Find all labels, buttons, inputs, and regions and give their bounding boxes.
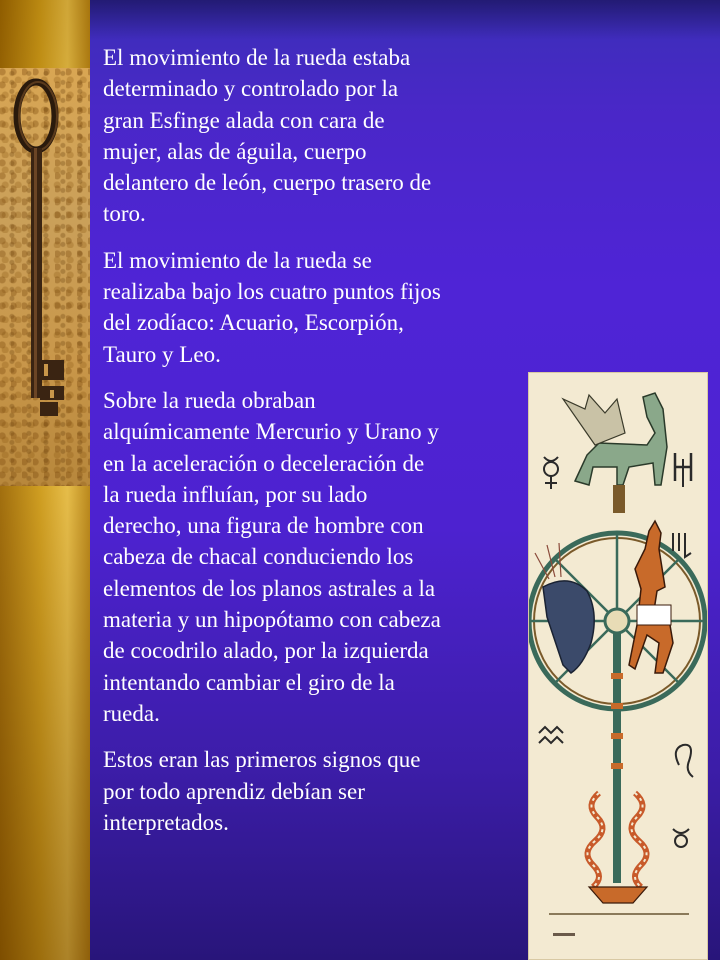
text-line: delantero de león, cuerpo trasero de <box>103 170 432 196</box>
text-line: de cocodrilo alado, por la izquierda <box>103 638 429 664</box>
text-line: en la aceleración o deceleración de <box>103 450 425 476</box>
text-line: del zodíaco: Acuario, Escorpión, <box>103 310 404 336</box>
text-line: materia y un hipopótamo con cabeza <box>103 607 441 633</box>
text-line: gran Esfinge alada con cara de <box>103 107 385 133</box>
text-line: elementos de los planos astrales a la <box>103 575 436 601</box>
text-line: mujer, alas de águila, cuerpo <box>103 138 367 164</box>
text-line: Estos eran las primeros signos que <box>103 747 421 773</box>
text-line: por todo aprendiz debían ser <box>103 778 365 804</box>
paragraph-zodiac <box>103 245 503 370</box>
text-line: interpretados. <box>103 809 229 835</box>
text-line: la rueda influían, por su lado <box>103 481 368 507</box>
paragraph-signs <box>103 744 503 838</box>
text-line: toro. <box>103 201 146 227</box>
main-text <box>103 42 503 853</box>
antique-key-icon <box>0 68 90 486</box>
wheel-of-fortune-icon <box>529 373 707 959</box>
text-line: intentando cambiar el giro de la <box>103 669 395 695</box>
text-line: alquímicamente Mercurio y Urano y <box>103 419 439 445</box>
text-line: rueda. <box>103 700 160 726</box>
text-line: Sobre la rueda obraban <box>103 387 316 413</box>
text-line: realizaba bajo los cuatro puntos fijos <box>103 279 441 305</box>
text-line: determinado y controlado por la <box>103 76 399 102</box>
text-line: El movimiento de la rueda se <box>103 247 372 273</box>
text-line: Tauro y Leo. <box>103 341 221 367</box>
antique-key-photo <box>0 68 90 486</box>
text-line: derecho, una figura de hombre con <box>103 513 424 539</box>
tarot-card-image <box>528 372 708 960</box>
text-line: El movimiento de la rueda estaba <box>103 45 411 70</box>
paragraph-alchemy <box>103 385 503 729</box>
paragraph-sphinx <box>103 42 503 230</box>
text-line: cabeza de chacal conduciendo los <box>103 544 414 570</box>
